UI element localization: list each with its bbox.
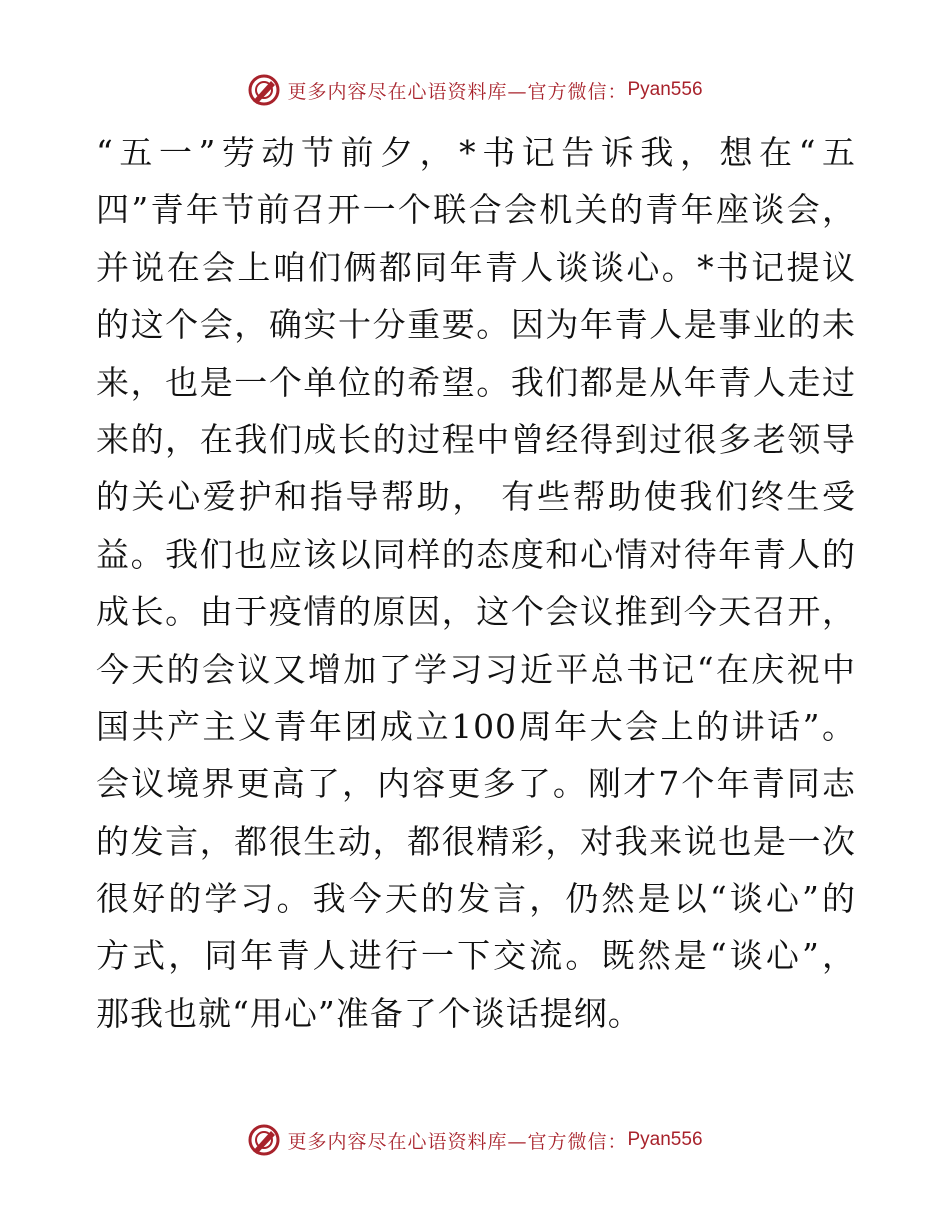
text-line: 并说在会上咱们俩都同年青人谈谈心。*书记提议 <box>96 247 856 287</box>
text-line: 成长。由于疫情的原因，这个会议推到今天召开， <box>96 592 856 632</box>
pen-logo-icon <box>247 73 281 107</box>
text-line: 的发言，都很生动，都很精彩，对我来说也是一次 <box>96 821 856 861</box>
header-banner <box>0 70 950 110</box>
text-line: 来的，在我们成长的过程中曾经得到过很多老领导 <box>96 419 856 459</box>
text-line: 会议境界更高了，内容更多了。刚才7个年青同志 <box>96 764 856 804</box>
text-line: 益。我们也应该以同样的态度和心情对待年青人的 <box>96 534 856 574</box>
header-banner-handle: Pyan556 <box>627 79 703 100</box>
footer-banner-text: 更多内容尽在心语资料库—官方微信： <box>287 1130 628 1153</box>
footer-banner-handle: Pyan556 <box>627 1129 703 1150</box>
text-line: 四”青年节前召开一个联合会机关的青年座谈会， <box>96 190 856 230</box>
header-banner-text: 更多内容尽在心语资料库—官方微信： <box>287 80 628 103</box>
text-line: 很好的学习。我今天的发言，仍然是以“谈心”的 <box>96 879 856 919</box>
footer-banner <box>0 1120 950 1160</box>
body-text <box>96 124 856 1042</box>
text-line: 的这个会，确实十分重要。因为年青人是事业的未 <box>96 305 856 345</box>
text-line: 国共产主义青年团成立100周年大会上的讲话”。 <box>96 706 856 746</box>
text-line: 那我也就“用心”准备了个谈话提纲。 <box>96 993 642 1033</box>
text-line: 的关心爱护和指导帮助， 有些帮助使我们终生受 <box>96 477 856 517</box>
text-line: “五一”劳动节前夕，*书记告诉我，想在“五 <box>96 133 856 172</box>
pen-logo-icon <box>247 1123 281 1157</box>
text-line: 来，也是一个单位的希望。我们都是从年青人走过 <box>96 362 856 402</box>
text-line: 今天的会议又增加了学习习近平总书记“在庆祝中 <box>96 649 856 689</box>
text-line: 方式，同年青人进行一下交流。既然是“谈心”， <box>96 936 856 976</box>
